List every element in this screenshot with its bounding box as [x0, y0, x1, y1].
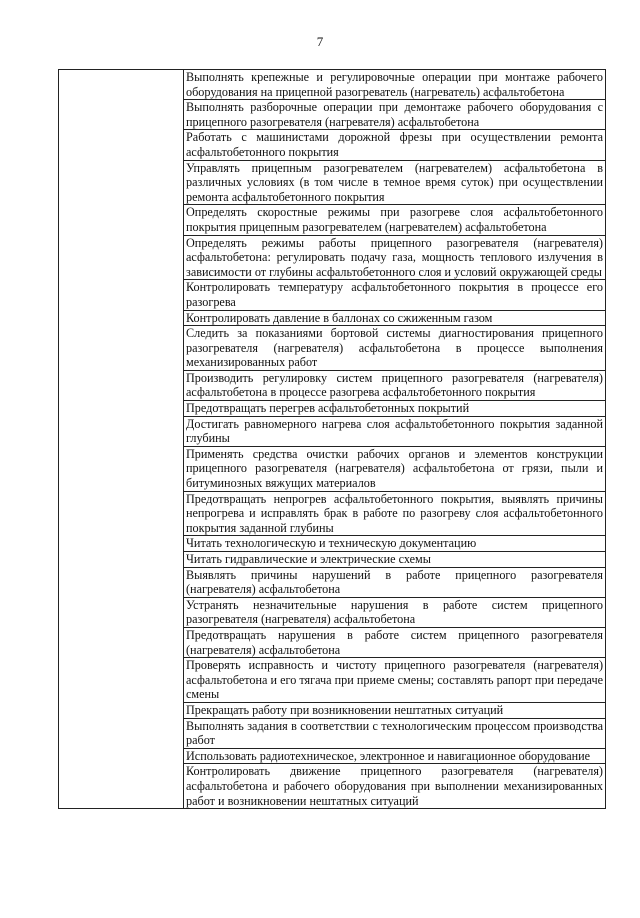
skill-cell: Производить регулировку систем прицепного разогревателя (нагревателя) асфальтобетона в процессе разогрева асфальтобетонного покрытия	[184, 370, 606, 400]
skill-cell: Выполнять разборочные операции при демонтаже рабочего оборудования с прицепного разогревателя (нагревателя) асфальтобетона	[184, 100, 606, 130]
skill-cell: Устранять незначительные нарушения в работе систем прицепного разогревателя (нагревателя) асфальтобетона	[184, 597, 606, 627]
table-row	[59, 70, 606, 100]
category-cell	[59, 70, 184, 809]
skill-cell: Контролировать температуру асфальтобетонного покрытия в процессе его разогрева	[184, 280, 606, 310]
skill-cell: Следить за показаниями бортовой системы диагностирования прицепного разогревателя (нагревателя) асфальтобетона в процессе выполнения механизированных работ	[184, 326, 606, 371]
skill-cell: Выполнять задания в соответствии с технологическим процессом производства работ	[184, 718, 606, 748]
skill-cell: Выполнять крепежные и регулировочные операции при монтаже рабочего оборудования на прицепной разогреватель (нагреватель) асфальтобетона	[184, 70, 606, 100]
skill-cell: Предотвращать непрогрев асфальтобетонного покрытия, выявлять причины непрогрева и исправлять брак в работе по разогреву слоя асфальтобетонного покрытия заданной глубины	[184, 491, 606, 536]
skill-cell: Контролировать движение прицепного разогревателя (нагревателя) асфальтобетона и рабочего оборудования при выполнении механизированных работ и возникновении нештатных ситуаций	[184, 764, 606, 809]
skill-cell: Предотвращать нарушения в работе систем прицепного разогревателя (нагревателя) асфальтобетона	[184, 627, 606, 657]
skill-cell: Достигать равномерного нагрева слоя асфальтобетонного покрытия заданной глубины	[184, 416, 606, 446]
skill-cell: Читать технологическую и техническую документацию	[184, 536, 606, 552]
skill-cell: Работать с машинистами дорожной фрезы при осуществлении ремонта асфальтобетонного покрытия	[184, 130, 606, 160]
skill-cell: Контролировать давление в баллонах со сжиженным газом	[184, 310, 606, 326]
skills-table	[58, 69, 606, 809]
skill-cell: Проверять исправность и чистоту прицепного разогревателя (нагревателя) асфальтобетона и его тягача при приеме смены; составлять рапорт при передаче смены	[184, 658, 606, 703]
skill-cell: Предотвращать перегрев асфальтобетонных покрытий	[184, 401, 606, 417]
skill-cell: Прекращать работу при возникновении нештатных ситуаций	[184, 702, 606, 718]
skill-cell: Применять средства очистки рабочих органов и элементов конструкции прицепного разогревателя (нагревателя) асфальтобетона от грязи, пыли и битуминозных вяжущих материалов	[184, 446, 606, 491]
skill-cell: Определять режимы работы прицепного разогревателя (нагревателя) асфальтобетона: регулировать подачу газа, мощность теплового излучения в зависимости от глубины асфальтобетонного слоя и условий окружающей среды	[184, 235, 606, 280]
skill-cell: Определять скоростные режимы при разогреве слоя асфальтобетонного покрытия прицепным разогревателем (нагревателем) асфальтобетона	[184, 205, 606, 235]
page-number: 7	[316, 34, 324, 49]
skill-cell: Выявлять причины нарушений в работе прицепного разогревателя (нагревателя) асфальтобетона	[184, 567, 606, 597]
skill-cell: Управлять прицепным разогревателем (нагревателем) асфальтобетона в различных условиях (в том числе в темное время суток) при осуществлении ремонта асфальтобетонного покрытия	[184, 160, 606, 205]
skill-cell: Использовать радиотехническое, электронное и навигационное оборудование	[184, 748, 606, 764]
skill-cell: Читать гидравлические и электрические схемы	[184, 552, 606, 568]
